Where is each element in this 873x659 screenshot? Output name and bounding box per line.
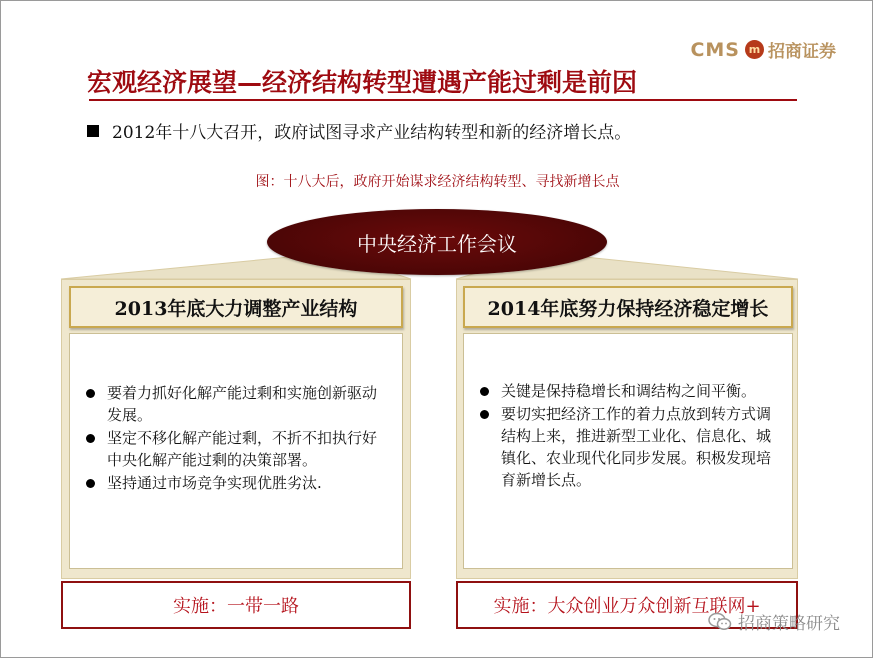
right-panel-body: [463, 333, 793, 569]
list-item: 关键是保持稳增长和调结构之间平衡。: [477, 380, 780, 402]
list-item: 要着力抓好化解产能过剩和实施创新驱动发展。: [83, 382, 390, 426]
central-conference-ellipse: 中央经济工作会议: [267, 209, 607, 275]
left-panel-heading: 2013年底大力调整产业结构: [69, 286, 403, 328]
logo-mark-icon: m: [745, 40, 764, 59]
wechat-icon: [708, 612, 732, 632]
list-item: 坚定不移化解产能过剩，不折不扣执行好中央化解产能过剩的决策部署。: [83, 427, 390, 471]
wechat-watermark: [708, 609, 840, 634]
right-implementation-box: 实施：大众创业万众创新互联网+: [456, 581, 798, 629]
logo-brand: CMS: [690, 38, 740, 61]
watermark-text: 招商策略研究: [738, 614, 840, 634]
right-panel-heading: 2014年底努力保持经济稳定增长: [463, 286, 793, 328]
slide-title: 宏观经济展望—经济结构转型遭遇产能过剩是前因: [87, 68, 638, 97]
right-panel-list: [477, 380, 780, 492]
list-item: 要切实把经济工作的着力点放到转方式调结构上来，推进新型工业化、信息化、城镇化、农业现代化同步发展。积极发现培育新增长点。: [477, 403, 780, 491]
list-item: 坚持通过市场竞争实现优胜劣汰.: [83, 472, 390, 494]
left-panel-body: [69, 333, 403, 569]
intro-bullet-text: 2012年十八大召开，政府试图寻求产业结构转型和新的经济增长点。: [112, 123, 632, 143]
left-implementation-box: 实施：一带一路: [61, 581, 411, 629]
figure-caption: 图：十八大后，政府开始谋求经济结构转型、寻找新增长点: [255, 174, 620, 190]
left-panel-list: [83, 382, 390, 495]
logo-name: 招商证券: [768, 42, 836, 62]
